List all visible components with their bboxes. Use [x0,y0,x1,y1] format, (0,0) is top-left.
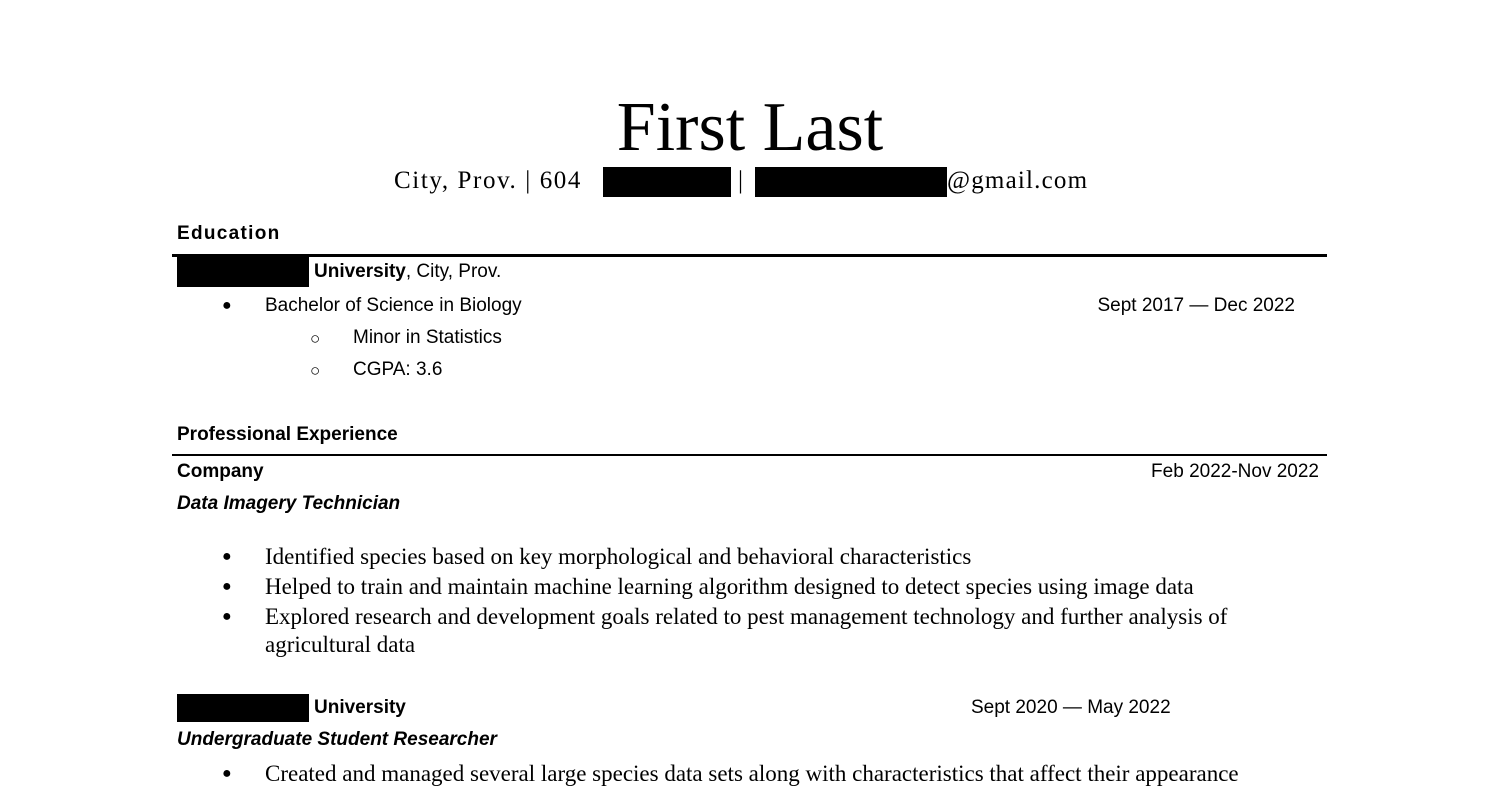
bullet-icon: ● [222,608,232,625]
job-org: Company [177,461,264,482]
redacted-email-user [755,167,947,197]
cgpa: CGPA: 3.6 [353,359,443,380]
job-bullet: Created and managed several large species data sets along with characteristics that affect their appearance [265,761,1239,786]
job-bullet: Identified species based on key morphological and behavioral characteristics [265,544,972,569]
contact-separator: | [738,167,745,194]
job-title: Undergraduate Student Researcher [177,729,497,750]
school-location: , City, Prov. [405,261,502,282]
education-heading: Education [177,223,281,244]
job-org: University [314,697,406,718]
school-line [314,257,501,287]
minor: Minor in Statistics [353,327,502,348]
job-bullet: Explored research and development goals related to pest management technology and further analysis of [265,604,1228,629]
experience-heading: Professional Experience [177,424,398,445]
redacted-phone [603,167,731,197]
job-dates: Sept 2020 — May 2022 [971,697,1171,718]
school-name: University [314,261,406,282]
bullet-icon: ● [222,765,232,782]
contact-location-phone: City, Prov. | 604 [394,167,583,194]
job-bullet-continuation: agricultural data [265,632,416,657]
resume-name: First Last [616,89,884,166]
job-bullet: Helped to train and maintain machine learning algorithm designed to detect species using image data [265,574,1194,599]
experience-divider [172,454,1327,456]
redacted-university-name [177,694,309,722]
bullet-icon: ● [222,548,232,565]
circle-bullet-icon: ○ [310,361,321,380]
job-title: Data Imagery Technician [177,493,401,514]
bullet-icon: ● [222,578,232,595]
job-dates: Feb 2022-Nov 2022 [1151,461,1319,482]
degree: Bachelor of Science in Biology [265,295,522,316]
circle-bullet-icon: ○ [310,329,321,348]
redacted-school-name [177,257,309,287]
degree-dates: Sept 2017 — Dec 2022 [1097,295,1295,316]
contact-email-domain: @gmail.com [947,167,1089,194]
bullet-icon: ● [222,297,232,314]
